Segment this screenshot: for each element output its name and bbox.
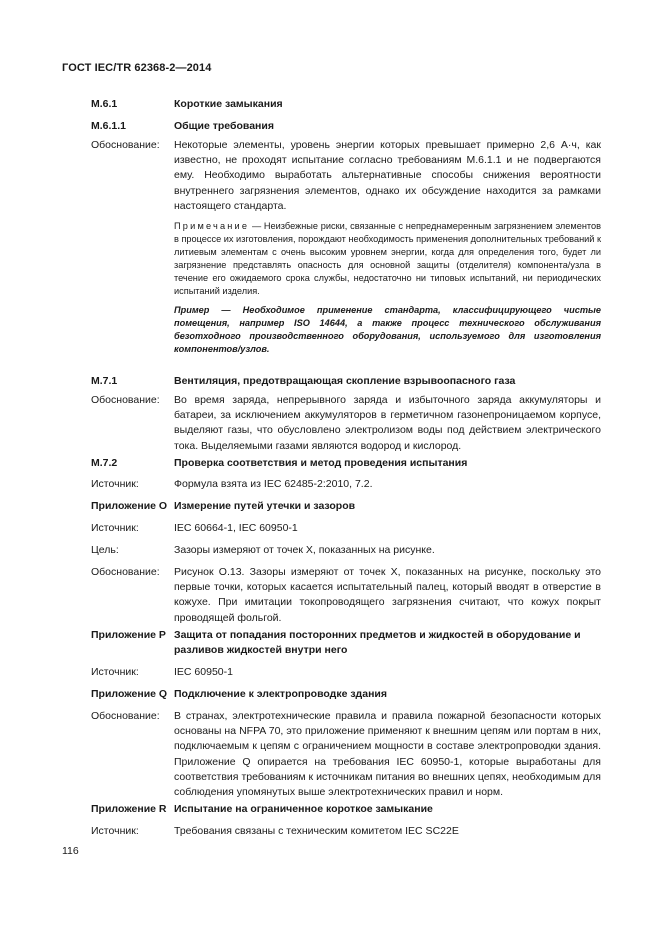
appendix-o <box>91 499 601 514</box>
rationale-m71 <box>91 393 601 454</box>
example-text: Пример — Необходимое применение стандарта, классифицирующего чистые помещения, например ISO 14644, а также процесс технического обслуживания безотходного производственного оборудования, используемого для изготовления компонентов/узлов. <box>174 305 601 355</box>
rationale-text: Во время заряда, непрерывного заряда и избыточного заряда аккумуляторы и батареи, за исключением аккумуляторов в герметичном газонепроницаемом корпусе, выделяют газы, что обусловлено электролизом воды под действием электрического тока. Выделяемыми газами являются водород и кислород. <box>174 394 601 452</box>
rationale-label: Обоснование: <box>91 710 160 722</box>
note-text: — Неизбежные риски, связанные с непреднамеренным загрязнением элементов в процессе их изготовления, порождают необходимость применения дополнительных требований к литиевым элементам с очень высоким уровнем энергии, когда для определения того, будет ли загрязнение представлять опасность для основной защиты (отделителя) компонента/узла в течение его ожидаемого срока службы, недостаточно ни типовых испытаний, ни периодических испытаний изделия. <box>174 221 601 297</box>
rationale-appendix-q <box>91 709 601 800</box>
source-text: Требования связаны с техническим комитетом IEC SC22E <box>174 825 459 837</box>
source-label: Источник: <box>91 666 139 678</box>
rationale-text: В странах, электротехнические правила и правила пожарной безопасности которых основаны на NFPA 70, это приложение применяют к внешним цепям или портам в них, подключаемым к цепям с ограничением мощности в составе электропроводки здания. Приложение Q опирается на требования IEC 60950-1, которые выработаны для соответствия требованиям к источникам питания во внешних цепях, необходимым для соблюдения упомянутых выше электротехнических правил и норм. <box>174 710 601 799</box>
section-title: Общие требования <box>174 120 274 132</box>
source-text: Формула взята из IEC 62485-2:2010, 7.2. <box>174 478 373 490</box>
appendix-label: Приложение P <box>91 629 166 641</box>
rationale-text: Некоторые элементы, уровень энергии которых превышает примерно 2,6 А·ч, как известно, не проходят испытание согласно требованиям М.6.1.1 и не подвергаются ему. Необходимо выработать альтернативные способы снижения вероятности внутреннего загрязнения элементов, однако их обсуждение находится за рамками настоящего стандарта. <box>174 139 601 212</box>
note <box>174 220 601 298</box>
section-number: M.7.1 <box>91 375 118 387</box>
section-title: Вентиляция, предотвращающая скопление взрывоопасного газа <box>174 375 516 387</box>
section-number: M.7.2 <box>91 457 118 469</box>
source-text: IEC 60664-1, IEC 60950-1 <box>174 522 298 534</box>
appendix-r <box>91 802 601 817</box>
source-appendix-p <box>91 665 601 680</box>
section-number: M.6.1 <box>91 98 118 110</box>
source-text: IEC 60950-1 <box>174 666 233 678</box>
page-number: 116 <box>62 845 79 857</box>
appendix-label: Приложение Q <box>91 688 168 700</box>
section-m661 <box>91 97 601 112</box>
rationale-appendix-o <box>91 565 601 626</box>
section-m72 <box>91 456 601 471</box>
source-label: Источник: <box>91 478 139 490</box>
appendix-title: Защита от попадания посторонних предметов и жидкостей в оборудование и разливов жидкостей внутри него <box>174 629 581 657</box>
rationale-m6611 <box>91 138 601 356</box>
source-label: Источник: <box>91 522 139 534</box>
section-title: Проверка соответствия и метод проведения испытания <box>174 457 468 469</box>
rationale-label: Обоснование: <box>91 566 160 578</box>
appendix-title: Испытание на ограниченное короткое замыкание <box>174 803 433 815</box>
appendix-label: Приложение R <box>91 803 167 815</box>
section-m6611 <box>91 119 601 134</box>
rationale-label: Обоснование: <box>91 394 160 406</box>
appendix-title: Подключение к электропроводке здания <box>174 688 387 700</box>
document-header: ГОСТ IEC/TR 62368-2—2014 <box>62 62 212 74</box>
source-label: Источник: <box>91 825 139 837</box>
appendix-p <box>91 628 601 658</box>
section-number: M.6.1.1 <box>91 120 127 132</box>
source-appendix-r <box>91 824 601 839</box>
goal-appendix-o <box>91 543 601 558</box>
appendix-label: Приложение О <box>91 500 168 512</box>
appendix-q <box>91 687 601 702</box>
rationale-text: Рисунок О.13. Зазоры измеряют от точек X, показанных на рисунке, поскольку это первые точки, которых касается испытательный палец, который вводят в отверстие в кожухе. При имитации токопроводящего загрязнения считают, что кожух покрыт проводящей фольгой. <box>174 566 601 624</box>
section-title: Короткие замыкания <box>174 98 283 110</box>
source-m72 <box>91 477 601 492</box>
rationale-label: Обоснование: <box>91 139 160 151</box>
note-label: Примечание <box>174 221 250 232</box>
appendix-title: Измерение путей утечки и зазоров <box>174 500 356 512</box>
goal-text: Зазоры измеряют от точек X, показанных на рисунке. <box>174 544 435 556</box>
source-appendix-o <box>91 521 601 536</box>
goal-label: Цель: <box>91 544 119 556</box>
section-m71 <box>91 374 601 389</box>
